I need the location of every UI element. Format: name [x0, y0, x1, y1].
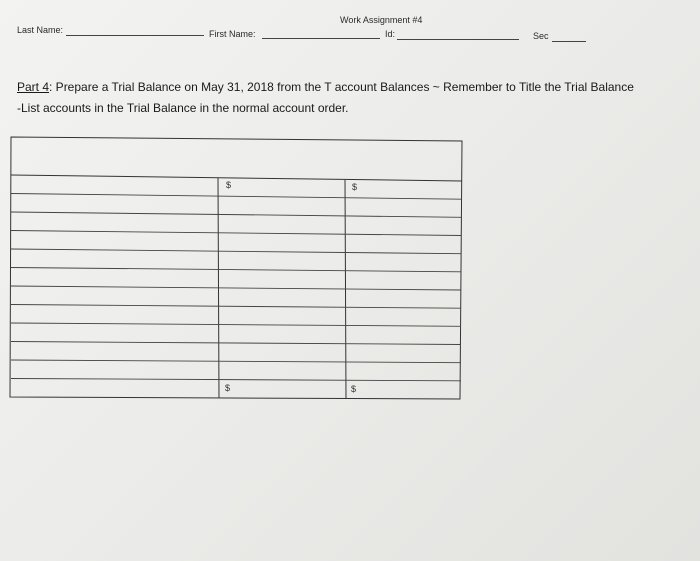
debit-dollar-total: $	[225, 383, 231, 393]
table-row-line	[11, 268, 461, 272]
id-label: Id:	[385, 29, 396, 39]
instruction-line-2: -List accounts in the Trial Balance in the normal account order.	[17, 101, 349, 115]
table-row-line	[11, 323, 461, 326]
instruction-text-1: : Prepare a Trial Balance on May 31, 2018 from the T account Balances ~ Remember to Title the Trial Balance	[49, 80, 634, 94]
table-row-line	[11, 212, 461, 217]
table-row-line	[11, 194, 461, 200]
table-row-line	[11, 231, 461, 236]
assignment-title: Work Assignment #4	[340, 15, 423, 25]
last-name-label: Last Name:	[17, 25, 64, 35]
table-row-line	[11, 360, 461, 363]
part-label: Part 4	[17, 80, 50, 94]
credit-dollar-total: $	[351, 384, 357, 394]
column-divider-2	[345, 180, 346, 399]
section-label: Sec	[533, 31, 549, 41]
title-row-divider	[11, 175, 462, 181]
debit-dollar-top: $	[226, 180, 232, 190]
table-row-line	[11, 249, 461, 254]
table-row-line	[11, 379, 461, 381]
table-row-line	[11, 286, 461, 290]
table-row-line	[11, 342, 461, 345]
credit-dollar-top: $	[352, 182, 358, 192]
table-row-line	[11, 305, 461, 309]
first-name-label: First Name:	[209, 29, 256, 39]
